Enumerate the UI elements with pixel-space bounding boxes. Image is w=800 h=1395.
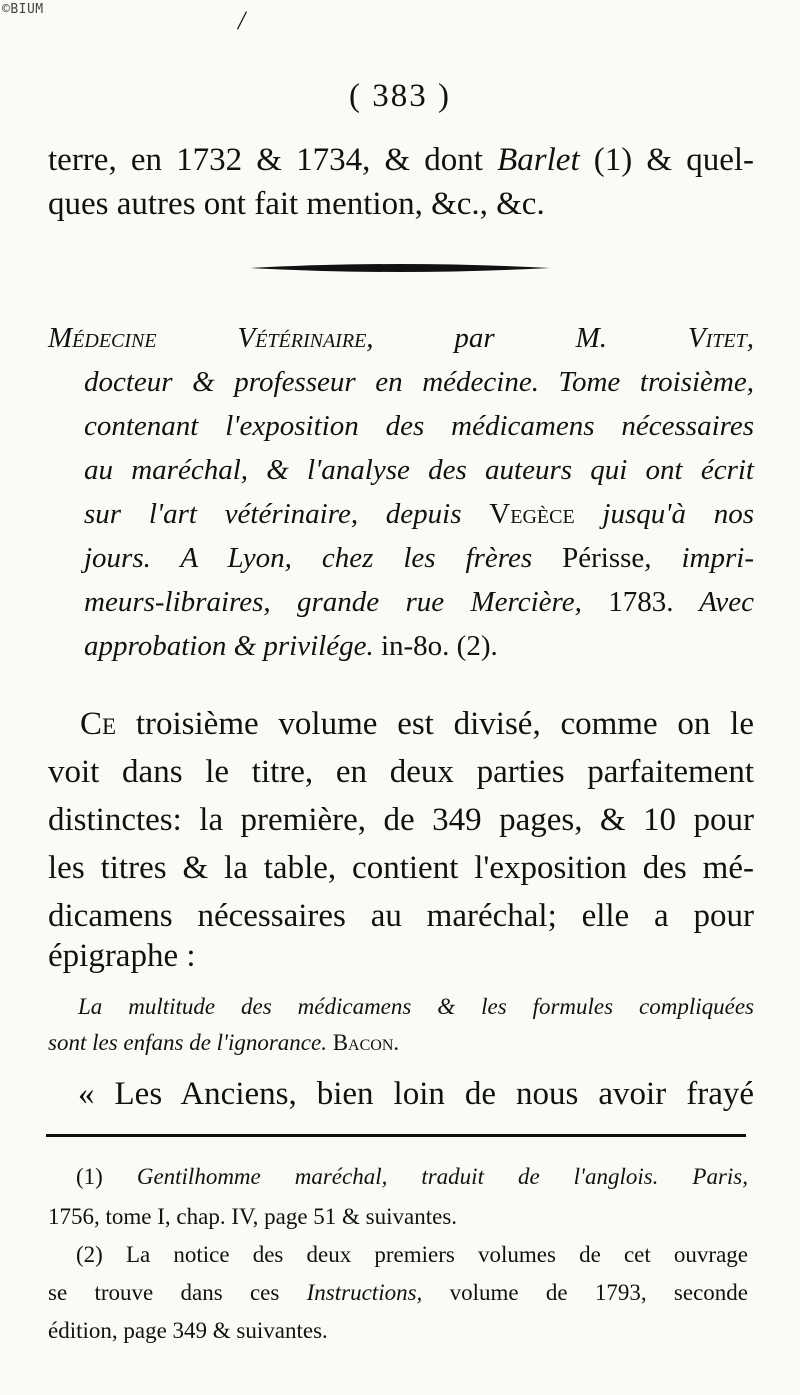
title-entry-line-8: approbation & privilége. in-8o. (2). [84,630,498,662]
paragraph-line-5: dicamens nécessaires au maréchal; elle a pour [48,898,754,934]
footnote-2-line-1: (2) La notice des deux premiers volumes de cet ouvrage [76,1242,748,1267]
title-entry-line-6: jours. A Lyon, chez les frères Périsse, impri- [84,542,755,574]
paragraph-line-1: Ce troisième volume est divisé, comme on le [80,706,754,742]
paragraph-line-2: voit dans le titre, en deux parties parfaitement [48,754,754,790]
epigraph-line-1: La multitude des médicamens & les formules compliquées [78,994,754,1019]
title-entry-line-4: au maréchal, & l'analyse des auteurs qui ont écrit [84,454,754,486]
footnote-2-line-2: se trouve dans ces Instructions, volume de 1793, seconde [48,1280,748,1305]
footnote-rule [46,1134,746,1137]
page-number: ( 383 ) [349,78,451,114]
stray-mark: / [238,6,246,35]
epigraph-author: Bacon. [332,1030,400,1055]
quote-line: « Les Anciens, bien loin de nous avoir frayé [78,1076,754,1112]
footnote-1-line-2: 1756, tome I, chap. IV, page 51 & suivantes. [48,1204,458,1229]
title-entry-line-1: Médecine Vétérinaire, par M. Vitet, [48,322,754,354]
paragraph-line-3: distinctes: la première, de 349 pages, & 10 pour [48,802,754,838]
title-entry-line-7: meurs-libraires, grande rue Mercière, 1783. Avec [84,586,754,618]
watermark: ©BIUM [2,2,44,17]
title-entry-line-2: docteur & professeur en médecine. Tome troisième, [84,366,754,398]
title-entry-line-3: contenant l'exposition des médicamens nécessaires [84,410,754,442]
footnote-1-line-1: (1) Gentilhomme maréchal, traduit de l'anglois. Paris, [76,1164,749,1189]
paragraph-line-6: épigraphe : [48,938,196,974]
continuation-line-1: terre, en 1732 & 1734, & dont Barlet (1) & quel- [48,142,755,178]
title-entry-line-5: sur l'art vétérinaire, depuis Vegèce jusqu'à nos [84,498,754,530]
ornamental-rule [250,258,550,278]
epigraph-line-2: sont les enfans de l'ignorance. Bacon. [48,1030,400,1055]
continuation-line-2: ques autres ont fait mention, &c., &c. [48,186,545,222]
footnote-2-line-3: édition, page 349 & suivantes. [48,1318,328,1343]
paragraph-line-4: les titres & la table, contient l'exposition des mé- [48,850,754,886]
